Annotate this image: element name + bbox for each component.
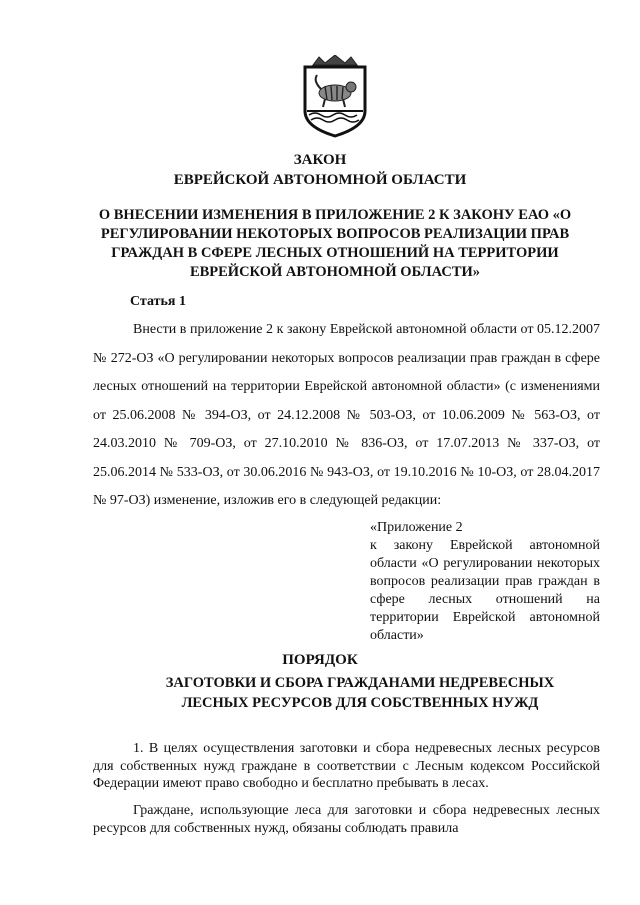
coat-of-arms-emblem <box>299 55 371 138</box>
paragraph-2: Граждане, использующие леса для заготовки и сбора недревесных лесных ресурсов для собственных нужд, обязаны соблюдать правила <box>93 803 600 836</box>
order-subtitle: ЗАГОТОВКИ И СБОРА ГРАЖДАНАМИ НЕДРЕВЕСНЫХ ЛЕСНЫХ РЕСУРСОВ ДЛЯ СОБСТВЕННЫХ НУЖД <box>165 675 555 711</box>
document-type-heading: ЗАКОН <box>293 152 347 168</box>
appendix-label: «Приложение 2 <box>370 520 463 535</box>
order-title: ПОРЯДОК <box>282 652 358 668</box>
law-subject-title: О ВНЕСЕНИИ ИЗМЕНЕНИЯ В ПРИЛОЖЕНИЕ 2 К ЗАКОНУ ЕАО «О РЕГУЛИРОВАНИИ НЕКОТОРЫХ ВОПРОСОВ РЕАЛИЗАЦИИ ПРАВ ГРАЖДАН В СФЕРЕ ЛЕСНЫХ ОТНОШЕНИЙ НА ТЕРРИТОРИИ ЕВРЕЙСКОЙ АВТОНОМНОЙ ОБЛАСТИ» <box>98 207 572 280</box>
appendix-text: к закону Еврейской автономной области «О регулировании некоторых вопросов реализации прав граждан в сфере лесных отношений на территории Еврейской автономной области» <box>370 538 600 643</box>
article-heading: Статья 1 <box>130 294 186 309</box>
region-heading: ЕВРЕЙСКОЙ АВТОНОМНОЙ ОБЛАСТИ <box>173 172 467 188</box>
appendix-reference <box>370 519 600 645</box>
article-text: Внести в приложение 2 к закону Еврейской автономной области от 05.12.2007 № 272-ОЗ «О регулировании некоторых вопросов реализации прав граждан в сфере лесных отношений на территории Еврейской автономной области» (с изменениями от 25.06.2008 № 394-ОЗ, от 24.12.2008 № 503-ОЗ, от 10.06.2009 № 563-ОЗ, от 24.03.2010 № 709-ОЗ, от 27.10.2010 № 836-ОЗ, от 17.07.2013 № 337-ОЗ, от 25.06.2014 № 533-ОЗ, от 30.06.2016 № 943-ОЗ, от 19.10.2016 № 10-ОЗ, от 28.04.2017 № 97-ОЗ) изменение, изложив его в следующей редакции: <box>93 322 600 508</box>
paragraph-1: 1. В целях осуществления заготовки и сбора недревесных лесных ресурсов для собственных нужд граждане в соответствии с Лесным кодексом Российской Федерации имеют право свободно и бесплатно пребывать в лесах. <box>93 741 600 791</box>
